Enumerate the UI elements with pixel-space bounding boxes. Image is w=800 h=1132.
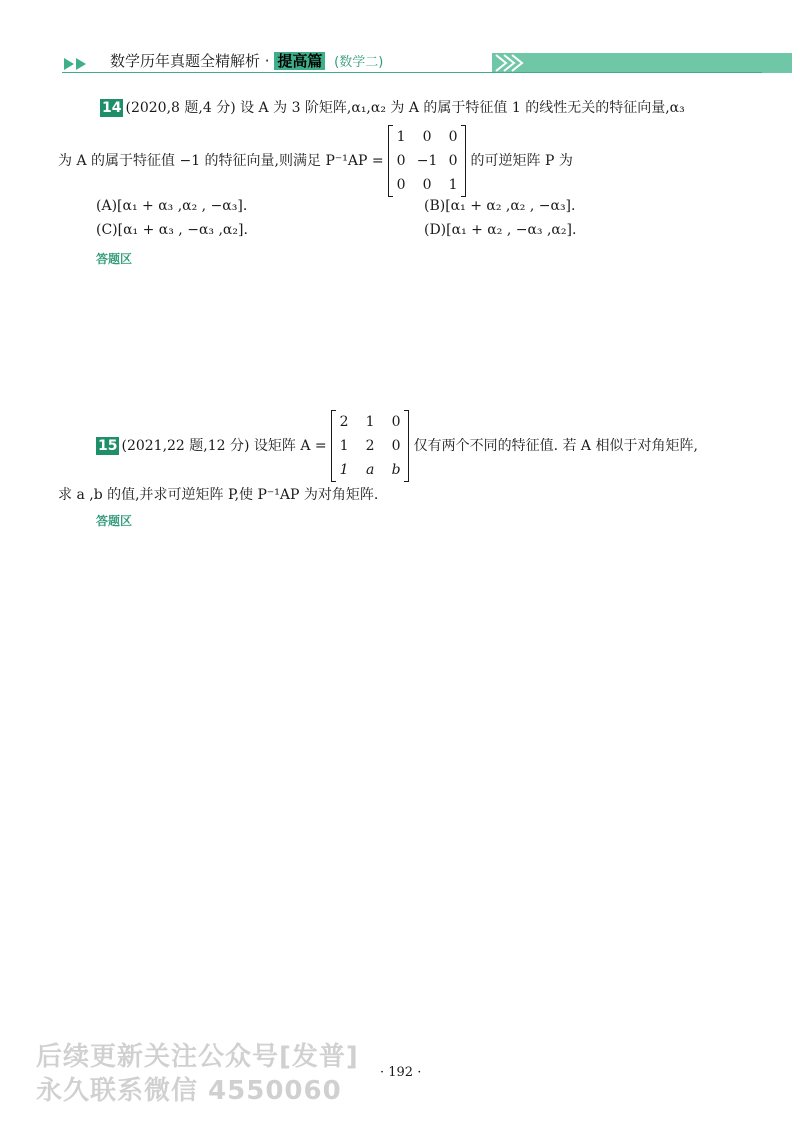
q15-matrix: 2 1 0 1 2 0 1 a b bbox=[331, 410, 409, 482]
q14-option-a: (A)[α₁ + α₃ ,α₂ , −α₃]. bbox=[96, 198, 248, 214]
q14-option-d: (D)[α₁ + α₂ , −α₃ ,α₂]. bbox=[424, 222, 577, 238]
q14-line2: 为 A 的属于特征值 −1 的特征向量,则满足 P⁻¹AP = 1 0 0 0 −1 0 0 0 1 的可逆矩阵 P 为 bbox=[58, 125, 573, 197]
page-number: · 192 · bbox=[380, 1065, 422, 1080]
watermark-line2: 永久联系微信 4550060 bbox=[36, 1076, 342, 1106]
q14-answer-area-label: 答题区 bbox=[96, 252, 133, 266]
header-bar-decoration bbox=[492, 53, 792, 73]
q14-line1: 14 (2020,8 题,4 分) 设 A 为 3 阶矩阵,α₁,α₂ 为 A 的属于特征值 1 的线性无关的特征向量,α₃ bbox=[102, 100, 685, 116]
q14-matrix: 1 0 0 0 −1 0 0 0 1 bbox=[388, 125, 466, 197]
q15-line2: 求 a ,b 的值,并求可逆矩阵 P,使 P⁻¹AP 为对角矩阵. bbox=[58, 487, 379, 503]
q14-option-c: (C)[α₁ + α₃ , −α₃ ,α₂]. bbox=[96, 222, 248, 238]
q15-number-badge: 15 bbox=[98, 438, 118, 454]
header-title: 数学历年真题全精解析 · 提高篇 (数学二) bbox=[110, 52, 384, 70]
q15-answer-area-label: 答题区 bbox=[96, 514, 133, 528]
q14-number-badge: 14 bbox=[102, 100, 122, 116]
header-subtitle: (数学二) bbox=[334, 55, 384, 70]
header-highlight: 提高篇 bbox=[274, 52, 325, 70]
q14-option-b: (B)[α₁ + α₂ ,α₂ , −α₃]. bbox=[424, 198, 576, 214]
q15-line1: 15 (2021,22 题,12 分) 设矩阵 A = 2 1 0 1 2 0 1 a b 仅有两个不同的特征值. 若 A 相似于对角矩阵, bbox=[96, 410, 698, 482]
header-arrows-icon bbox=[62, 56, 98, 72]
header-rule bbox=[62, 72, 762, 73]
watermark-line1: 后续更新关注公众号[发普] bbox=[36, 1042, 359, 1072]
